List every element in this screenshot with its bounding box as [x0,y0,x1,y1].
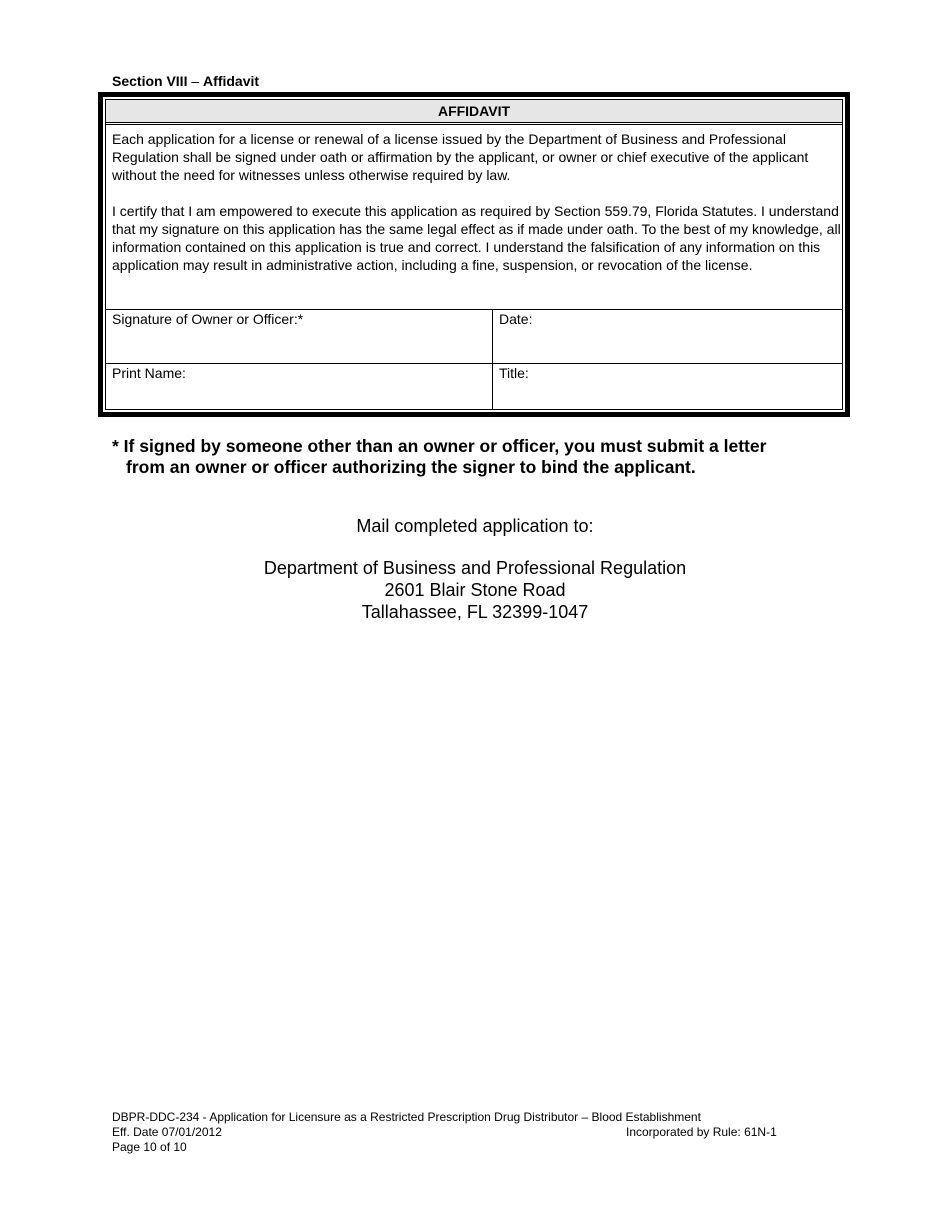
footer-page-number: Page 10 of 10 [112,1140,187,1154]
affidavit-title: AFFIDAVIT [106,100,842,123]
section-heading-number: Section VIII [112,73,188,89]
footer-eff-date: Eff. Date 07/01/2012 [112,1125,222,1139]
footer-form-title: DBPR-DDC-234 - Application for Licensure as a Restricted Prescription Drug Distributor – Blood Establishment [112,1110,701,1124]
fields-middle-divider [106,363,842,364]
mailing-address-line-3: Tallahassee, FL 32399-1047 [361,602,589,622]
title-field[interactable]: Title: [499,365,529,381]
mail-intro: Mail completed application to: [356,516,594,536]
footnote-line-2: from an owner or officer authorizing the signer to bind the applicant. [126,457,696,477]
signature-field[interactable]: Signature of Owner or Officer:* [112,311,304,327]
print-name-field[interactable]: Print Name: [112,365,186,381]
mailing-address-line-1: Department of Business and Professional Regulation [263,558,687,578]
title-divider [106,124,842,125]
section-heading [112,73,259,89]
signer-footnote [112,436,832,478]
mailing-address-line-2: 2601 Blair Stone Road [384,580,566,600]
footer-rule: Incorporated by Rule: 61N-1 [626,1125,777,1139]
date-field[interactable]: Date: [499,311,533,327]
section-heading-dash: – [187,73,204,89]
affidavit-inner-frame [105,99,843,410]
section-heading-name: Affidavit [203,73,260,89]
affidavit-paragraph-1: Each application for a license or renewal of a license issued by the Department of Business and Professional Regulation shall be signed under oath or affirmation by the applicant, or owner or chief executive of the applicant without the need for witnesses unless otherwise required by law. [112,131,809,183]
affidavit-paragraph-2: I certify that I am empowered to execute this application as required by Section 559.79, Florida Statutes. I understand that my signature on this application has the same legal effect as if made under oath. To the best of my knowledge, all information contained on this application is true and correct. I understand the falsification of any information on this application may result in administrative action, including a fine, suspension, or revocation of the license. [112,203,841,273]
affidavit-box [98,92,850,417]
fields-column-divider [492,309,493,409]
footnote-line-1: * If signed by someone other than an owner or officer, you must submit a letter [112,436,767,456]
